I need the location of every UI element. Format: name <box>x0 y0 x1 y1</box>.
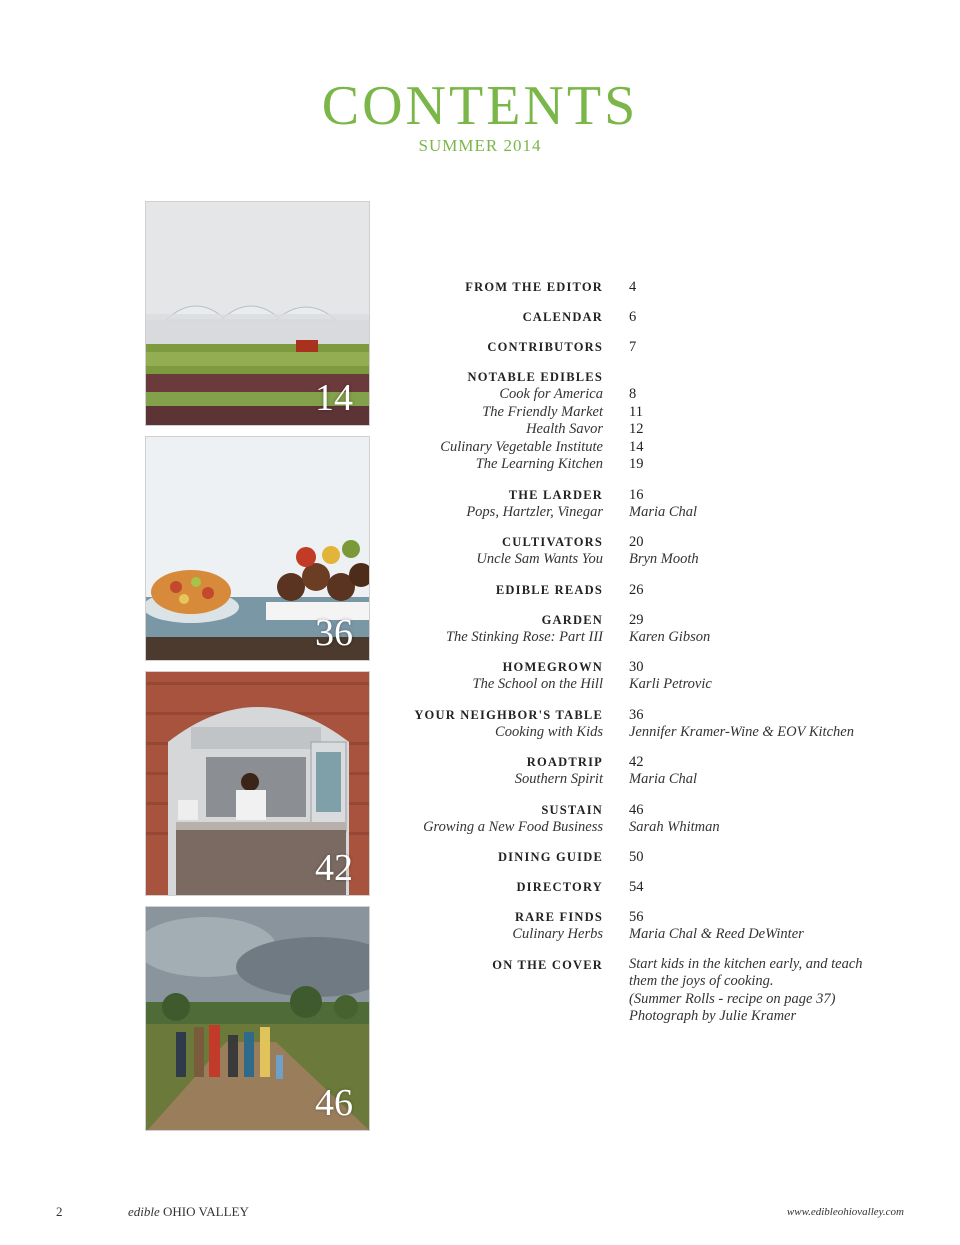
toc-entry-calendar[interactable] <box>405 308 925 326</box>
toc-entry-rare-finds[interactable] <box>405 908 925 944</box>
page-number: 6 <box>629 309 637 325</box>
section-title: HOMEGROWN <box>502 660 603 674</box>
toc-entry-garden[interactable] <box>405 611 925 647</box>
author-name: Jennifer Kramer-Wine & EOV Kitchen <box>629 723 854 740</box>
article-title: Uncle Sam Wants You <box>476 551 603 567</box>
article-title: Health Savor <box>526 421 603 437</box>
toc-entry-dining-guide[interactable] <box>405 848 925 866</box>
page-number: 54 <box>629 879 644 895</box>
author-name: Karli Petrovic <box>629 676 712 692</box>
photo-page-number: 42 <box>315 847 353 889</box>
section-title: DINING GUIDE <box>497 850 603 864</box>
toc-entry-roadtrip[interactable] <box>405 753 925 789</box>
article-title: Cook for America <box>499 386 603 402</box>
page-number: 4 <box>629 279 637 295</box>
table-of-contents <box>405 278 925 1038</box>
cover-photo-credit: Photograph by Julie Kramer <box>629 1008 797 1024</box>
toc-entry-edible-reads[interactable] <box>405 581 925 599</box>
author-name: Sarah Whitman <box>629 818 720 835</box>
photo-page-number: 14 <box>315 377 353 419</box>
section-title: EDIBLE READS <box>495 582 603 597</box>
page-number: 12 <box>629 421 644 437</box>
page-number: 8 <box>629 386 637 402</box>
page-number: 19 <box>629 456 644 472</box>
contents-header <box>0 75 960 156</box>
section-title: THE LARDER <box>508 487 603 502</box>
section-title: DIRECTORY <box>516 880 603 894</box>
article-title: Culinary Herbs <box>512 926 603 942</box>
article-title: The Stinking Rose: Part III <box>445 628 603 645</box>
author-name: Bryn Mooth <box>629 551 699 567</box>
page-number: 36 <box>629 706 644 723</box>
section-title: ROADTRIP <box>526 755 603 769</box>
article-title: Growing a New Food Business <box>423 818 603 835</box>
brand-name: OHIO VALLEY <box>163 1204 249 1219</box>
page-number: 26 <box>629 581 644 598</box>
article-title: Cooking with Kids <box>495 723 603 740</box>
footer-brand <box>128 1204 249 1220</box>
page-number: 14 <box>629 438 644 455</box>
issue-subtitle: SUMMER 2014 <box>418 136 542 155</box>
article-title: Southern Spirit <box>514 771 603 787</box>
author-name: Maria Chal <box>629 503 698 520</box>
article-title: Pops, Hartzler, Vinegar <box>466 503 603 520</box>
section-title: RARE FINDS <box>514 910 603 924</box>
footer-page-number: 2 <box>56 1204 63 1219</box>
section-title: NOTABLE EDIBLES <box>467 370 603 384</box>
page-number: 56 <box>629 909 644 925</box>
brand-italic: edible <box>128 1204 160 1219</box>
photo-page-number: 36 <box>315 612 353 654</box>
article-title: The Friendly Market <box>482 403 603 420</box>
photo-kitchen <box>145 671 370 896</box>
toc-entry-notable-edibles[interactable] <box>405 368 925 474</box>
toc-entry-your-neighbors-table[interactable] <box>405 706 925 742</box>
author-name: Maria Chal <box>629 771 698 787</box>
toc-entry-sustain[interactable] <box>405 801 925 837</box>
photo-farm-field <box>145 201 370 426</box>
section-title: CONTRIBUTORS <box>487 340 603 354</box>
section-title: FROM THE EDITOR <box>465 280 603 294</box>
page-number: 20 <box>629 534 644 550</box>
section-title: SUSTAIN <box>541 802 603 817</box>
photo-people-field <box>145 906 370 1131</box>
page-number: 50 <box>629 849 644 865</box>
toc-entry-contributors[interactable] <box>405 338 925 356</box>
page-number: 7 <box>629 339 637 355</box>
section-title: ON THE COVER <box>492 957 603 972</box>
photo-food-table <box>145 436 370 661</box>
toc-entry-the-larder[interactable] <box>405 486 925 522</box>
photo-column <box>145 201 370 1141</box>
page-number: 30 <box>629 659 644 675</box>
page-footer <box>0 1204 960 1224</box>
cover-description-line: them the joys of cooking. <box>629 973 774 989</box>
toc-entry-on-the-cover[interactable] <box>405 956 925 1026</box>
page-number: 46 <box>629 801 644 818</box>
page-number: 11 <box>629 403 643 420</box>
photo-page-number: 46 <box>315 1082 353 1124</box>
section-title: CULTIVATORS <box>502 535 603 549</box>
cover-description-line: Start kids in the kitchen early, and teach <box>629 955 863 972</box>
section-title: GARDEN <box>541 612 603 627</box>
author-name: Maria Chal & Reed DeWinter <box>629 926 804 942</box>
cover-description-line: (Summer Rolls - recipe on page 37) <box>629 990 836 1007</box>
author-name: Karen Gibson <box>629 628 711 645</box>
section-title: CALENDAR <box>522 310 603 324</box>
page-title: CONTENTS <box>321 75 639 137</box>
toc-entry-homegrown[interactable] <box>405 658 925 694</box>
footer-url[interactable]: www.edibleohiovalley.com <box>786 1206 904 1218</box>
page-number: 42 <box>629 754 644 770</box>
toc-entry-from-the-editor[interactable] <box>405 278 925 296</box>
article-title: Culinary Vegetable Institute <box>440 438 603 455</box>
toc-entry-directory[interactable] <box>405 878 925 896</box>
page-number: 29 <box>629 611 644 628</box>
toc-entry-cultivators[interactable] <box>405 533 925 569</box>
page-number: 16 <box>629 486 644 503</box>
section-title: YOUR NEIGHBOR'S TABLE <box>414 707 603 722</box>
article-title: The School on the Hill <box>472 676 603 692</box>
article-title: The Learning Kitchen <box>475 456 603 472</box>
